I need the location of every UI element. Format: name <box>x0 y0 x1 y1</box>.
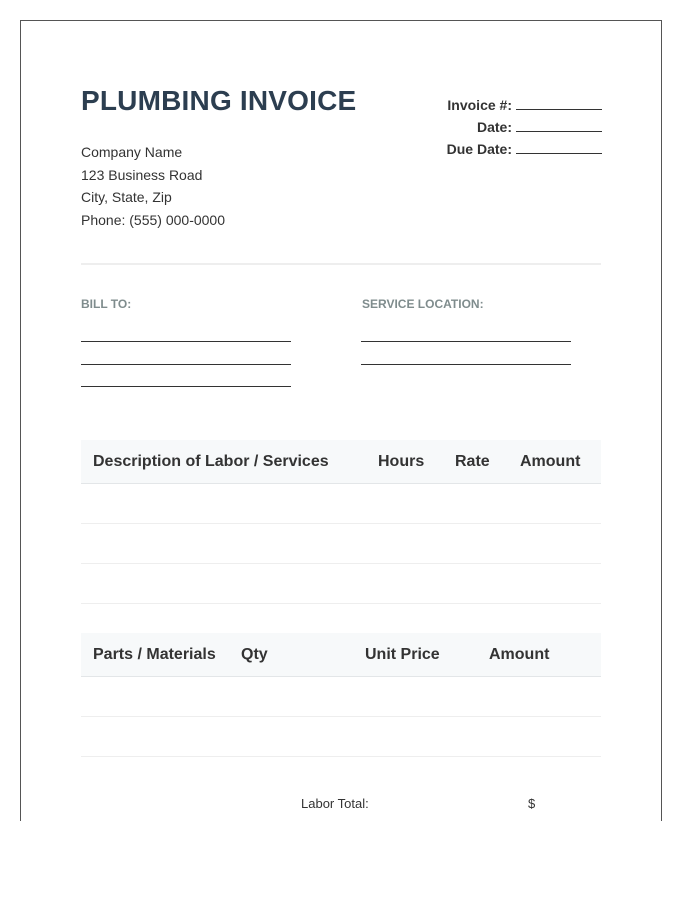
bill-to-line[interactable] <box>81 341 291 342</box>
date-label: Date: <box>476 119 512 135</box>
due-date-row <box>447 141 602 163</box>
header-divider <box>81 263 601 265</box>
parts-materials-header: Parts / Materials <box>93 646 216 663</box>
labor-hours-header: Hours <box>378 453 425 470</box>
company-info <box>81 141 225 231</box>
parts-unit-price-header: Unit Price <box>365 646 440 663</box>
labor-description-header: Description of Labor / Services <box>93 453 329 470</box>
service-location-line[interactable] <box>361 364 571 365</box>
table-row[interactable] <box>81 524 601 564</box>
table-row[interactable] <box>81 677 601 717</box>
parts-amount-header: Amount <box>489 646 550 663</box>
service-location-line[interactable] <box>361 341 571 342</box>
labor-total-currency: $ <box>528 796 536 811</box>
invoice-number-row <box>447 97 602 119</box>
labor-total-label: Labor Total: <box>301 796 369 811</box>
parts-qty-header: Qty <box>241 646 268 663</box>
company-phone: Phone: (555) 000-0000 <box>81 211 225 228</box>
invoice-title: PLUMBING INVOICE <box>81 85 357 116</box>
labor-table-header <box>81 440 601 484</box>
company-city: City, State, Zip <box>81 189 172 205</box>
date-row <box>447 119 602 141</box>
labor-rate-header: Rate <box>455 453 490 470</box>
invoice-number-label: Invoice #: <box>447 97 512 113</box>
bill-to-line[interactable] <box>81 386 291 387</box>
table-row[interactable] <box>81 484 601 524</box>
bill-to-label: BILL TO: <box>81 297 132 311</box>
labor-table <box>81 440 601 604</box>
invoice-number-field[interactable] <box>516 97 602 110</box>
invoice-meta <box>447 97 602 163</box>
bill-to-line[interactable] <box>81 364 291 365</box>
company-name: Company Name <box>81 144 183 160</box>
date-field[interactable] <box>516 119 602 132</box>
due-date-field[interactable] <box>516 141 602 154</box>
service-location-label: SERVICE LOCATION: <box>362 297 484 311</box>
labor-amount-header: Amount <box>520 453 581 470</box>
table-row[interactable] <box>81 564 601 604</box>
parts-table-header <box>81 633 601 677</box>
table-row[interactable] <box>81 717 601 757</box>
service-location-lines <box>361 341 571 386</box>
bill-to-lines <box>81 341 291 409</box>
invoice-page <box>20 20 662 821</box>
parts-table <box>81 633 601 757</box>
due-date-label: Due Date: <box>446 141 512 157</box>
company-address: 123 Business Road <box>81 166 203 183</box>
